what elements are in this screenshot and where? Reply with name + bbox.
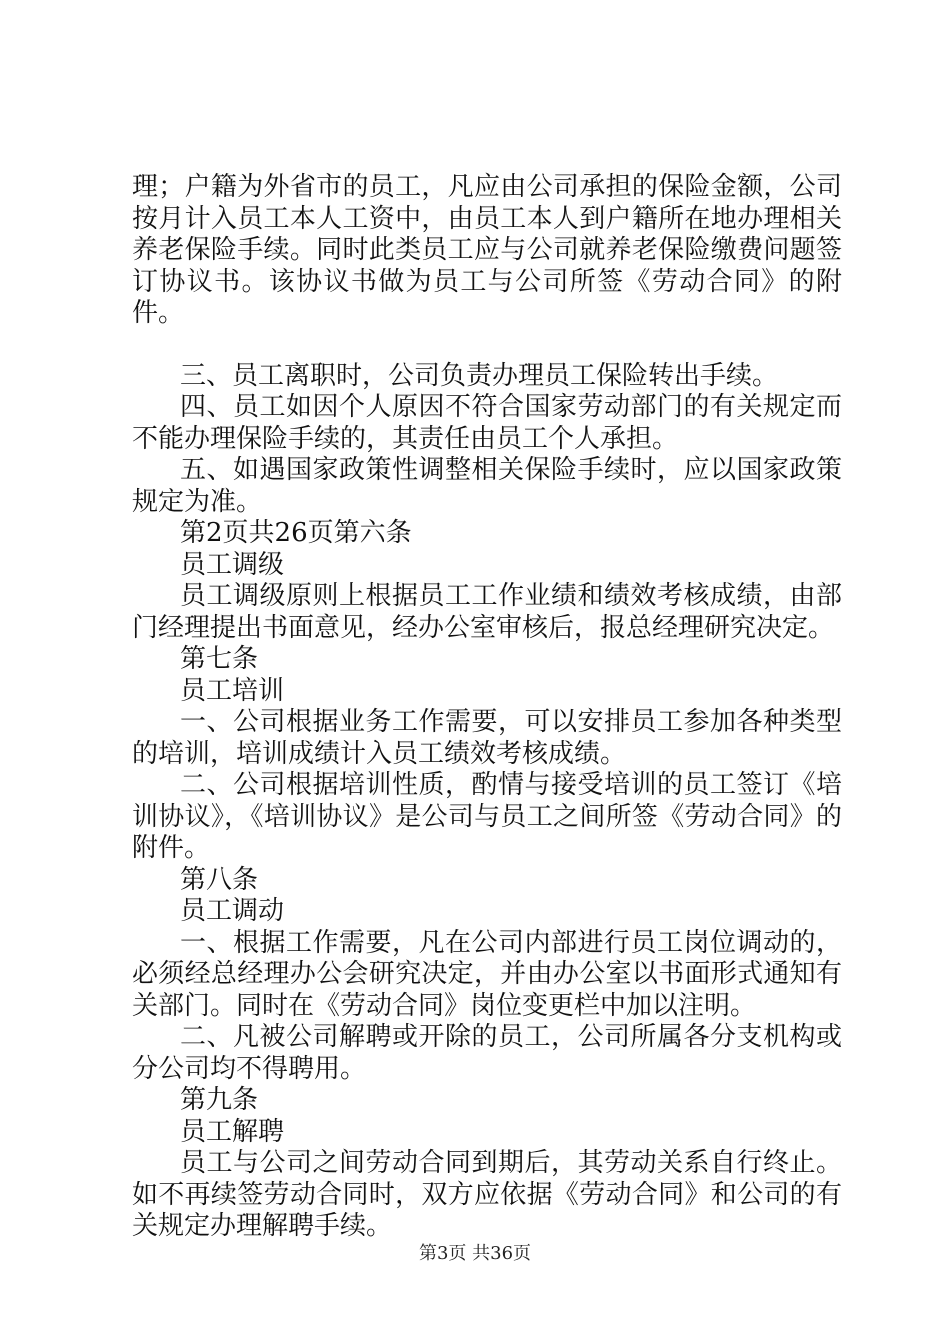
page-number-label: 第3页 共36页	[418, 1243, 532, 1264]
page-footer	[0, 1242, 950, 1266]
article-8-heading: 第八条	[180, 864, 259, 895]
article-8-title: 员工调动	[180, 896, 285, 926]
paragraph-clause-5: 五、如遇国家政策性调整相关保险手续时，应以国家政策规定为准。	[132, 455, 842, 517]
article-6-body: 员工调级原则上根据员工工作业绩和绩效考核成绩，由部门经理提出书面意见，经办公室审核后，报总经理研究决定。	[132, 581, 842, 643]
article-9-title: 员工解聘	[180, 1116, 285, 1147]
article-7-heading: 第七条	[180, 644, 259, 674]
paragraph-clause-3: 三、员工离职时，公司负责办理员工保险转出手续。	[180, 360, 779, 391]
article-8-clause-1: 一、根据工作需要，凡在公司内部进行员工岗位调动的，必须经总经理办公会研究决定，并由办公室以书面形式通知有关部门。同时在《劳动合同》岗位变更栏中加以注明。	[132, 927, 842, 1021]
article-6-title: 员工调级	[180, 549, 285, 580]
article-9-body: 员工与公司之间劳动合同到期后，其劳动关系自行终止。如不再续签劳动合同时，双方应依据《劳动合同》和公司的有关规定办理解聘手续。	[132, 1148, 842, 1241]
document-body	[132, 172, 842, 1243]
article-7-title: 员工培训	[180, 675, 285, 706]
article-6-heading: 第2页共26页第六条	[180, 518, 412, 548]
article-7-clause-1: 一、公司根据业务工作需要，可以安排员工参加各种类型的培训，培训成绩计入员工绩效考核成绩。	[132, 707, 842, 769]
paragraph-clause-4: 四、员工如因个人原因不符合国家劳动部门的有关规定而不能办理保险手续的，其责任由员工个人承担。	[132, 392, 842, 454]
article-9-heading: 第九条	[180, 1085, 259, 1115]
article-7-clause-2: 二、公司根据培训性质，酌情与接受培训的员工签订《培训协议》，《培训协议》是公司与员工之间所签《劳动合同》的附件。	[132, 770, 842, 863]
article-8-clause-2: 二、凡被公司解聘或开除的员工，公司所属各分支机构或分公司均不得聘用。	[132, 1022, 842, 1084]
paragraph-insurance-continuation: 理；户籍为外省市的员工，凡应由公司承担的保险金额，公司按月计入员工本人工资中，由员工本人到户籍所在地办理相关养老保险手续。同时此类员工应与公司就养老保险缴费问题签订协议书。该协议书做为员工与公司所签《劳动合同》的附件。	[132, 172, 842, 328]
